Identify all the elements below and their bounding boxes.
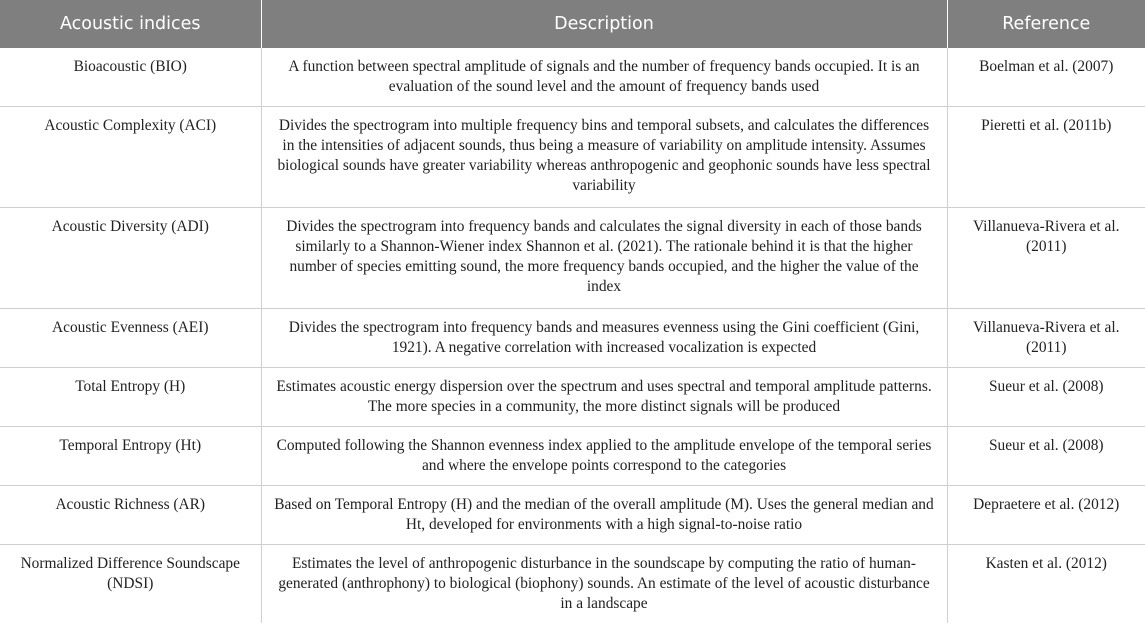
table-row (0, 544, 1145, 623)
index-cell: Acoustic Complexity (ACI) (0, 106, 261, 207)
index-cell: Bioacoustic (BIO) (0, 48, 261, 106)
reference-cell: Pieretti et al. (2011b) (947, 106, 1145, 207)
index-cell: Acoustic Evenness (AEI) (0, 308, 261, 367)
header-acoustic-indices: Acoustic indices (0, 0, 261, 48)
table-row (0, 308, 1145, 367)
table-header (0, 0, 1145, 48)
description-cell: A function between spectral amplitude of signals and the number of frequency bands occupied. It is an evaluation of the sound level and the amount of frequency bands used (261, 48, 947, 106)
description-cell: Divides the spectrogram into multiple frequency bins and temporal subsets, and calculates the differences in the intensities of adjacent sounds, thus being a measure of variability on amplitude intensity. Assumes biological sounds have greater variability whereas anthropogenic and geophonic sounds have less spectral variability (261, 106, 947, 207)
reference-cell: Villanueva-Rivera et al. (2011) (947, 308, 1145, 367)
reference-cell: Kasten et al. (2012) (947, 544, 1145, 623)
index-cell: Normalized Difference Soundscape (NDSI) (20, 554, 240, 592)
table-row (0, 485, 1145, 544)
description-cell: Computed following the Shannon evenness index applied to the amplitude envelope of the temporal series and where the envelope points correspond to the categories (261, 426, 947, 485)
description-cell: Divides the spectrogram into frequency bands and measures evenness using the Gini coefficient (Gini, 1921). A negative correlation with increased vocalization is expected (261, 308, 947, 367)
table-row (0, 367, 1145, 426)
description-cell: Divides the spectrogram into frequency bands and calculates the signal diversity in each of those bands similarly to a Shannon-Wiener index Shannon et al. (2021). The rationale behind it is that the higher number of species emitting sound, the more frequency bands occupied, and the higher the value of the index (261, 207, 947, 308)
table-body (0, 48, 1145, 623)
description-cell: Based on Temporal Entropy (H) and the median of the overall amplitude (M). Uses the general median and Ht, developed for environments with a high signal-to-noise ratio (261, 485, 947, 544)
index-cell: Acoustic Richness (AR) (0, 485, 261, 544)
table-row (0, 207, 1145, 308)
reference-cell: Boelman et al. (2007) (947, 48, 1145, 106)
table-row (0, 106, 1145, 207)
reference-cell: Villanueva-Rivera et al. (2011) (947, 207, 1145, 308)
reference-cell: Sueur et al. (2008) (947, 426, 1145, 485)
header-description: Description (261, 0, 947, 48)
header-row (0, 0, 1145, 48)
index-cell: Temporal Entropy (Ht) (0, 426, 261, 485)
reference-cell: Depraetere et al. (2012) (947, 485, 1145, 544)
index-cell: Acoustic Diversity (ADI) (0, 207, 261, 308)
table-row (0, 48, 1145, 106)
header-reference: Reference (947, 0, 1145, 48)
index-cell: Total Entropy (H) (0, 367, 261, 426)
description-cell: Estimates acoustic energy dispersion over the spectrum and uses spectral and temporal amplitude patterns. The more species in a community, the more distinct signals will be produced (261, 367, 947, 426)
reference-cell: Sueur et al. (2008) (947, 367, 1145, 426)
description-cell: Estimates the level of anthropogenic disturbance in the soundscape by computing the ratio of human-generated (anthrophony) to biological (biophony) sounds. An estimate of the level of acoustic disturbance in a landscape (261, 544, 947, 623)
table-row (0, 426, 1145, 485)
